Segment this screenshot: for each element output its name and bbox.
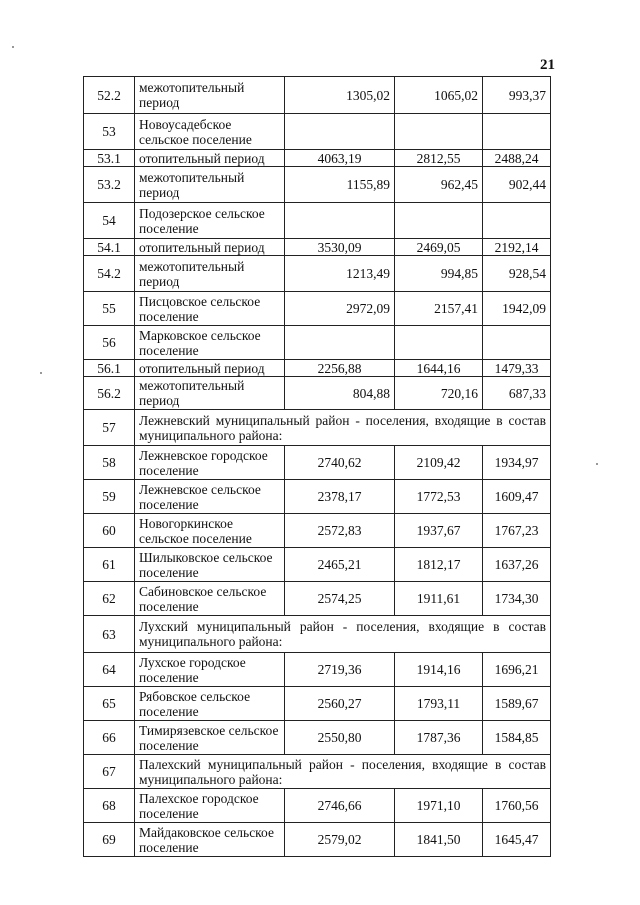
value-col-2: 1914,16 [395,653,483,687]
row-number: 60 [84,514,135,548]
scan-speck [596,463,598,465]
value-col-3: 1584,85 [483,721,551,755]
value-col-1: 2560,27 [285,687,395,721]
value-col-3: 1734,30 [483,582,551,616]
value-col-2 [395,203,483,239]
row-number: 54.2 [84,256,135,292]
table-row [84,582,551,616]
value-col-1: 1213,49 [285,256,395,292]
value-col-3: 902,44 [483,167,551,203]
value-col-2: 1971,10 [395,789,483,823]
value-col-2: 1065,02 [395,77,483,114]
row-name: Сабиновское сельское поселение [135,582,285,616]
tariff-table [83,76,551,857]
value-col-3: 1934,97 [483,446,551,480]
value-col-2: 1937,67 [395,514,483,548]
district-heading: Лухский муниципальный район - поселения, входящие в состав муниципального района: [135,616,551,653]
row-name: Новоусадебское сельское поселение [135,114,285,150]
row-name: отопительный период [135,150,285,167]
value-col-1: 3530,09 [285,239,395,256]
value-col-2: 994,85 [395,256,483,292]
value-col-3: 993,37 [483,77,551,114]
table-row [84,292,551,326]
value-col-1: 2465,21 [285,548,395,582]
value-col-1: 2550,80 [285,721,395,755]
table-row [84,687,551,721]
value-col-1: 4063,19 [285,150,395,167]
table-row [84,410,551,446]
row-name: Лухское городское поселение [135,653,285,687]
row-number: 52.2 [84,77,135,114]
table-row [84,548,551,582]
table-row [84,150,551,167]
value-col-2: 1644,16 [395,360,483,377]
row-name: Шилыковское сельское поселение [135,548,285,582]
row-name: отопительный период [135,239,285,256]
value-col-3: 2488,24 [483,150,551,167]
table-row [84,239,551,256]
row-name: межотопительный период [135,377,285,410]
row-name: Тимирязевское сельское поселение [135,721,285,755]
row-name: Рябовское сельское поселение [135,687,285,721]
row-name: Марковское сельское поселение [135,326,285,360]
table-row [84,167,551,203]
value-col-1: 2256,88 [285,360,395,377]
value-col-1: 2746,66 [285,789,395,823]
value-col-3: 1760,56 [483,789,551,823]
row-name: Писцовское сельское поселение [135,292,285,326]
row-number: 56.2 [84,377,135,410]
row-number: 57 [84,410,135,446]
value-col-1: 2574,25 [285,582,395,616]
row-name: межотопительный период [135,167,285,203]
row-number: 65 [84,687,135,721]
value-col-3: 1479,33 [483,360,551,377]
table-row [84,789,551,823]
table-row [84,616,551,653]
value-col-3 [483,114,551,150]
table-row [84,256,551,292]
value-col-2: 1841,50 [395,823,483,857]
table-row [84,446,551,480]
value-col-3: 2192,14 [483,239,551,256]
table-row [84,514,551,548]
value-col-1: 2740,62 [285,446,395,480]
value-col-1: 2579,02 [285,823,395,857]
row-name: межотопительный период [135,77,285,114]
table-row [84,480,551,514]
value-col-3: 1767,23 [483,514,551,548]
table-row [84,360,551,377]
row-number: 67 [84,755,135,789]
value-col-3: 687,33 [483,377,551,410]
row-number: 56 [84,326,135,360]
value-col-1: 2378,17 [285,480,395,514]
row-number: 54.1 [84,239,135,256]
value-col-2 [395,326,483,360]
row-number: 64 [84,653,135,687]
row-name: Лежневское городское поселение [135,446,285,480]
value-col-1 [285,114,395,150]
table-row [84,721,551,755]
row-name: Лежневское сельское поселение [135,480,285,514]
value-col-3: 1645,47 [483,823,551,857]
value-col-3: 1637,26 [483,548,551,582]
value-col-2: 962,45 [395,167,483,203]
row-number: 55 [84,292,135,326]
value-col-2: 2469,05 [395,239,483,256]
table-body [84,77,551,857]
row-number: 63 [84,616,135,653]
row-name: межотопительный период [135,256,285,292]
value-col-3: 928,54 [483,256,551,292]
row-number: 59 [84,480,135,514]
value-col-3 [483,326,551,360]
row-number: 61 [84,548,135,582]
table-row [84,203,551,239]
row-number: 53.2 [84,167,135,203]
table-row [84,377,551,410]
row-name: Новогоркинское сельское поселение [135,514,285,548]
scan-speck [12,46,14,48]
value-col-1 [285,326,395,360]
value-col-3: 1942,09 [483,292,551,326]
row-name: Подозерское сельское поселение [135,203,285,239]
value-col-3: 1696,21 [483,653,551,687]
row-number: 69 [84,823,135,857]
value-col-2: 720,16 [395,377,483,410]
table-row [84,653,551,687]
table-row [84,77,551,114]
table-row [84,326,551,360]
row-number: 53.1 [84,150,135,167]
value-col-2: 1787,36 [395,721,483,755]
value-col-2: 2109,42 [395,446,483,480]
district-heading: Лежневский муниципальный район - поселения, входящие в состав муниципального района: [135,410,551,446]
scan-speck [40,372,42,374]
row-number: 68 [84,789,135,823]
value-col-1: 2572,83 [285,514,395,548]
value-col-3: 1609,47 [483,480,551,514]
value-col-2: 1793,11 [395,687,483,721]
value-col-2: 1911,61 [395,582,483,616]
value-col-1: 1305,02 [285,77,395,114]
page-number: 21 [540,57,555,73]
row-name: отопительный период [135,360,285,377]
row-number: 66 [84,721,135,755]
value-col-2 [395,114,483,150]
value-col-1: 1155,89 [285,167,395,203]
value-col-3: 1589,67 [483,687,551,721]
row-number: 53 [84,114,135,150]
row-name: Майдаковское сельское поселение [135,823,285,857]
row-number: 54 [84,203,135,239]
row-name: Палехское городское поселение [135,789,285,823]
value-col-2: 2812,55 [395,150,483,167]
value-col-1: 2972,09 [285,292,395,326]
value-col-1: 804,88 [285,377,395,410]
table-row [84,755,551,789]
table-row [84,823,551,857]
row-number: 56.1 [84,360,135,377]
row-number: 62 [84,582,135,616]
value-col-2: 1772,53 [395,480,483,514]
district-heading: Палехский муниципальный район - поселения, входящие в состав муниципального района: [135,755,551,789]
value-col-1: 2719,36 [285,653,395,687]
value-col-1 [285,203,395,239]
row-number: 58 [84,446,135,480]
table-row [84,114,551,150]
value-col-3 [483,203,551,239]
value-col-2: 1812,17 [395,548,483,582]
value-col-2: 2157,41 [395,292,483,326]
